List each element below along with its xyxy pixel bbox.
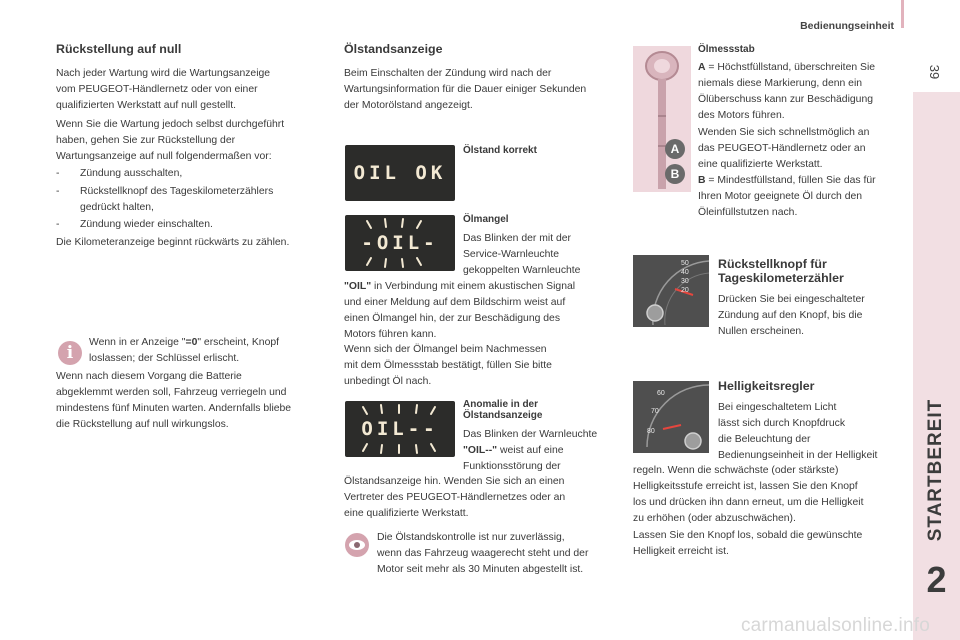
subheading-trip-reset: Rückstellknopf für <box>718 257 827 271</box>
text-line: unbedingt Öl nach. <box>344 376 432 387</box>
eye-icon <box>345 533 369 557</box>
subheading-brightness: Helligkeitsregler <box>718 379 815 393</box>
text-line: abgeklemmt werden soll, Fahrzeug verriegeln und <box>56 387 287 398</box>
text-line: Wenn sich der Ölmangel beim Nachmessen <box>344 344 547 355</box>
text-line: Service-Warnleuchte <box>463 249 560 260</box>
text-line: Wenn nach diesem Vorgang die Batterie <box>56 371 242 382</box>
gauge-tick: 50 <box>681 260 689 267</box>
note-line: wenn das Fahrzeug waagerecht steht und der <box>377 548 589 559</box>
subheading-oil-fault: Ölstandsanzeige <box>463 410 543 421</box>
subheading-dipstick: Ölmessstab <box>698 44 755 55</box>
text-line: Nach jeder Wartung wird die Wartungsanzeige <box>56 68 271 79</box>
lcd-oil-fault <box>345 401 455 457</box>
text-line: "OIL--" weist auf eine <box>463 445 564 456</box>
list-item: gedrückt halten, <box>80 202 154 213</box>
gauge-tick: 30 <box>681 278 689 285</box>
text-line: Ölstandsanzeige hin. Wenden Sie sich an einen <box>344 476 565 487</box>
text-line: gekoppelten Warnleuchte <box>463 265 581 276</box>
list-dash: - <box>56 219 60 230</box>
text-line: eine qualifizierte Werkstatt. <box>344 508 469 519</box>
text-line: niemals diese Markierung, denn ein <box>698 78 863 89</box>
gauge-tick: 20 <box>681 287 689 294</box>
text-line: regeln. Wenn die schwächste (oder stärkste) <box>633 465 839 476</box>
text-line: Beim Einschalten der Zündung wird nach der <box>344 68 552 79</box>
text-line: Ölüberschuss kann zur Beschädigung <box>698 94 874 105</box>
lcd-oil-ok <box>345 145 455 201</box>
text-line: eine qualifizierte Werkstatt. <box>698 159 823 170</box>
text-line: Bei eingeschaltetem Licht <box>718 402 837 413</box>
text-line: Zündung auf den Knopf, bis die <box>718 310 863 321</box>
text-line: und einer Meldung auf dem Bildschirm weist auf <box>344 297 566 308</box>
text-line: Das Blinken der mit der <box>463 233 571 244</box>
brightness-button-photo <box>633 381 709 453</box>
text-line: Wenn Sie die Wartung jedoch selbst durchgeführt <box>56 119 285 130</box>
section-title-oil-level: Ölstandsanzeige <box>344 42 443 56</box>
lcd-text: -OIL- <box>361 232 439 254</box>
subheading-trip-reset: Tageskilometerzähler <box>718 271 844 285</box>
gauge-tick: 60 <box>657 390 665 397</box>
chapter-label: STARTBEREIT <box>925 398 946 542</box>
header-accent-bar <box>901 0 904 28</box>
text-line: Bedienungseinheit in der Helligkeit <box>718 450 878 461</box>
lcd-text: OIL-- <box>361 418 439 440</box>
text-line: Helligkeit erreicht ist. <box>633 546 729 557</box>
text-line: Wartungsinformation für die Dauer einiger Sekunden <box>344 84 587 95</box>
text-line: Nullen erscheinen. <box>718 326 805 337</box>
watermark: carmanualsonline.info <box>740 615 930 636</box>
dipstick-illustration <box>633 46 691 192</box>
trip-reset-button-photo <box>633 255 709 327</box>
lcd-text: OIL OK <box>353 162 447 184</box>
text-line: vom PEUGEOT-Händlernetz oder von einer <box>56 84 258 95</box>
note-line: loslassen; der Schlüssel erlischt. <box>89 353 240 364</box>
text-line: der Motorölstand angezeigt. <box>344 100 473 111</box>
text-line: Motors führen kann. <box>344 329 437 340</box>
text-line: einen Ölmangel hin, der zur Beschädigung des <box>344 313 561 324</box>
text-line: Funktionsstörung der <box>463 461 561 472</box>
text-line: los und drücken ihn dann erneut, um die Helligkeit <box>633 497 864 508</box>
list-dash: - <box>56 186 60 197</box>
text-line: Die Kilometeranzeige beginnt rückwärts zu zählen. <box>56 237 290 248</box>
text-line: Ihren Motor geeignete Öl durch den <box>698 191 863 202</box>
text-line: Wartungsanzeige auf null folgendermaßen vor: <box>56 151 272 162</box>
text-line: mit dem Ölmessstab bestätigt, füllen Sie bitte <box>344 360 552 371</box>
text-line: die Beleuchtung der <box>718 434 811 445</box>
text-line: Öleinfüllstutzen nach. <box>698 207 798 218</box>
lcd-oil-low <box>345 215 455 271</box>
chapter-number: 2 <box>926 559 947 600</box>
subheading-oil-low: Ölmangel <box>463 214 509 225</box>
text-line: A = Höchstfüllstand, überschreiten Sie <box>698 62 876 73</box>
text-line: haben, gehen Sie zur Rückstellung der <box>56 135 236 146</box>
label-b: B <box>670 167 680 181</box>
text-line: qualifizierten Werkstatt auf null gestellt. <box>56 100 236 111</box>
text-line: Vertreter des PEUGEOT-Händlernetzes oder an <box>344 492 566 503</box>
text-line: die Rückstellung auf null wirkungslos. <box>56 419 229 430</box>
text-line: zu erhöhen (oder abzuschwächen). <box>633 513 796 524</box>
list-item: Zündung ausschalten, <box>80 168 183 179</box>
gauge-tick: 80 <box>647 428 655 435</box>
label-a: A <box>670 142 680 156</box>
list-item: Zündung wieder einschalten. <box>80 219 213 230</box>
note-line: Wenn in er Anzeige "=0" erscheint, Knopf <box>89 337 280 348</box>
list-dash: - <box>56 168 60 179</box>
list-item: Rückstellknopf des Tageskilometerzählers <box>80 186 274 197</box>
text-line: "OIL" in Verbindung mit einem akustischen Signal <box>344 281 576 292</box>
subheading-oil-ok: Ölstand korrekt <box>463 145 537 156</box>
chapter-tab <box>913 92 960 640</box>
gauge-tick: 70 <box>651 408 659 415</box>
section-title-reset: Rückstellung auf null <box>56 42 182 56</box>
page-number: 39 <box>927 64 942 80</box>
note-line: Motor seit mehr als 30 Minuten abgestellt ist. <box>377 564 584 575</box>
gauge-tick: 40 <box>681 269 689 276</box>
info-icon: i <box>58 341 82 365</box>
subheading-oil-fault: Anomalie in der <box>463 399 539 410</box>
text-line: mindestens fünf Minuten warten. Andernfalls bliebe <box>56 403 292 414</box>
note-line: Die Ölstandskontrolle ist nur zuverlässig, <box>377 532 565 543</box>
text-line: Wenden Sie sich schnellstmöglich an <box>698 127 870 138</box>
text-line: das PEUGEOT-Händlernetz oder an <box>698 143 866 154</box>
text-line: Drücken Sie bei eingeschalteter <box>718 294 865 305</box>
text-line: des Motors führen. <box>698 110 785 121</box>
text-line: Helligkeitsstufe erreicht ist, lassen Sie den Knopf <box>633 481 858 492</box>
text-line: B = Mindestfüllstand, füllen Sie das für <box>698 175 876 186</box>
text-line: Das Blinken der Warnleuchte <box>463 429 598 440</box>
section-title: Bedienungseinheit <box>800 20 894 32</box>
text-line: Lassen Sie den Knopf los, sobald die gewünschte <box>633 530 863 541</box>
text-line: lässt sich durch Knopfdruck <box>718 418 846 429</box>
